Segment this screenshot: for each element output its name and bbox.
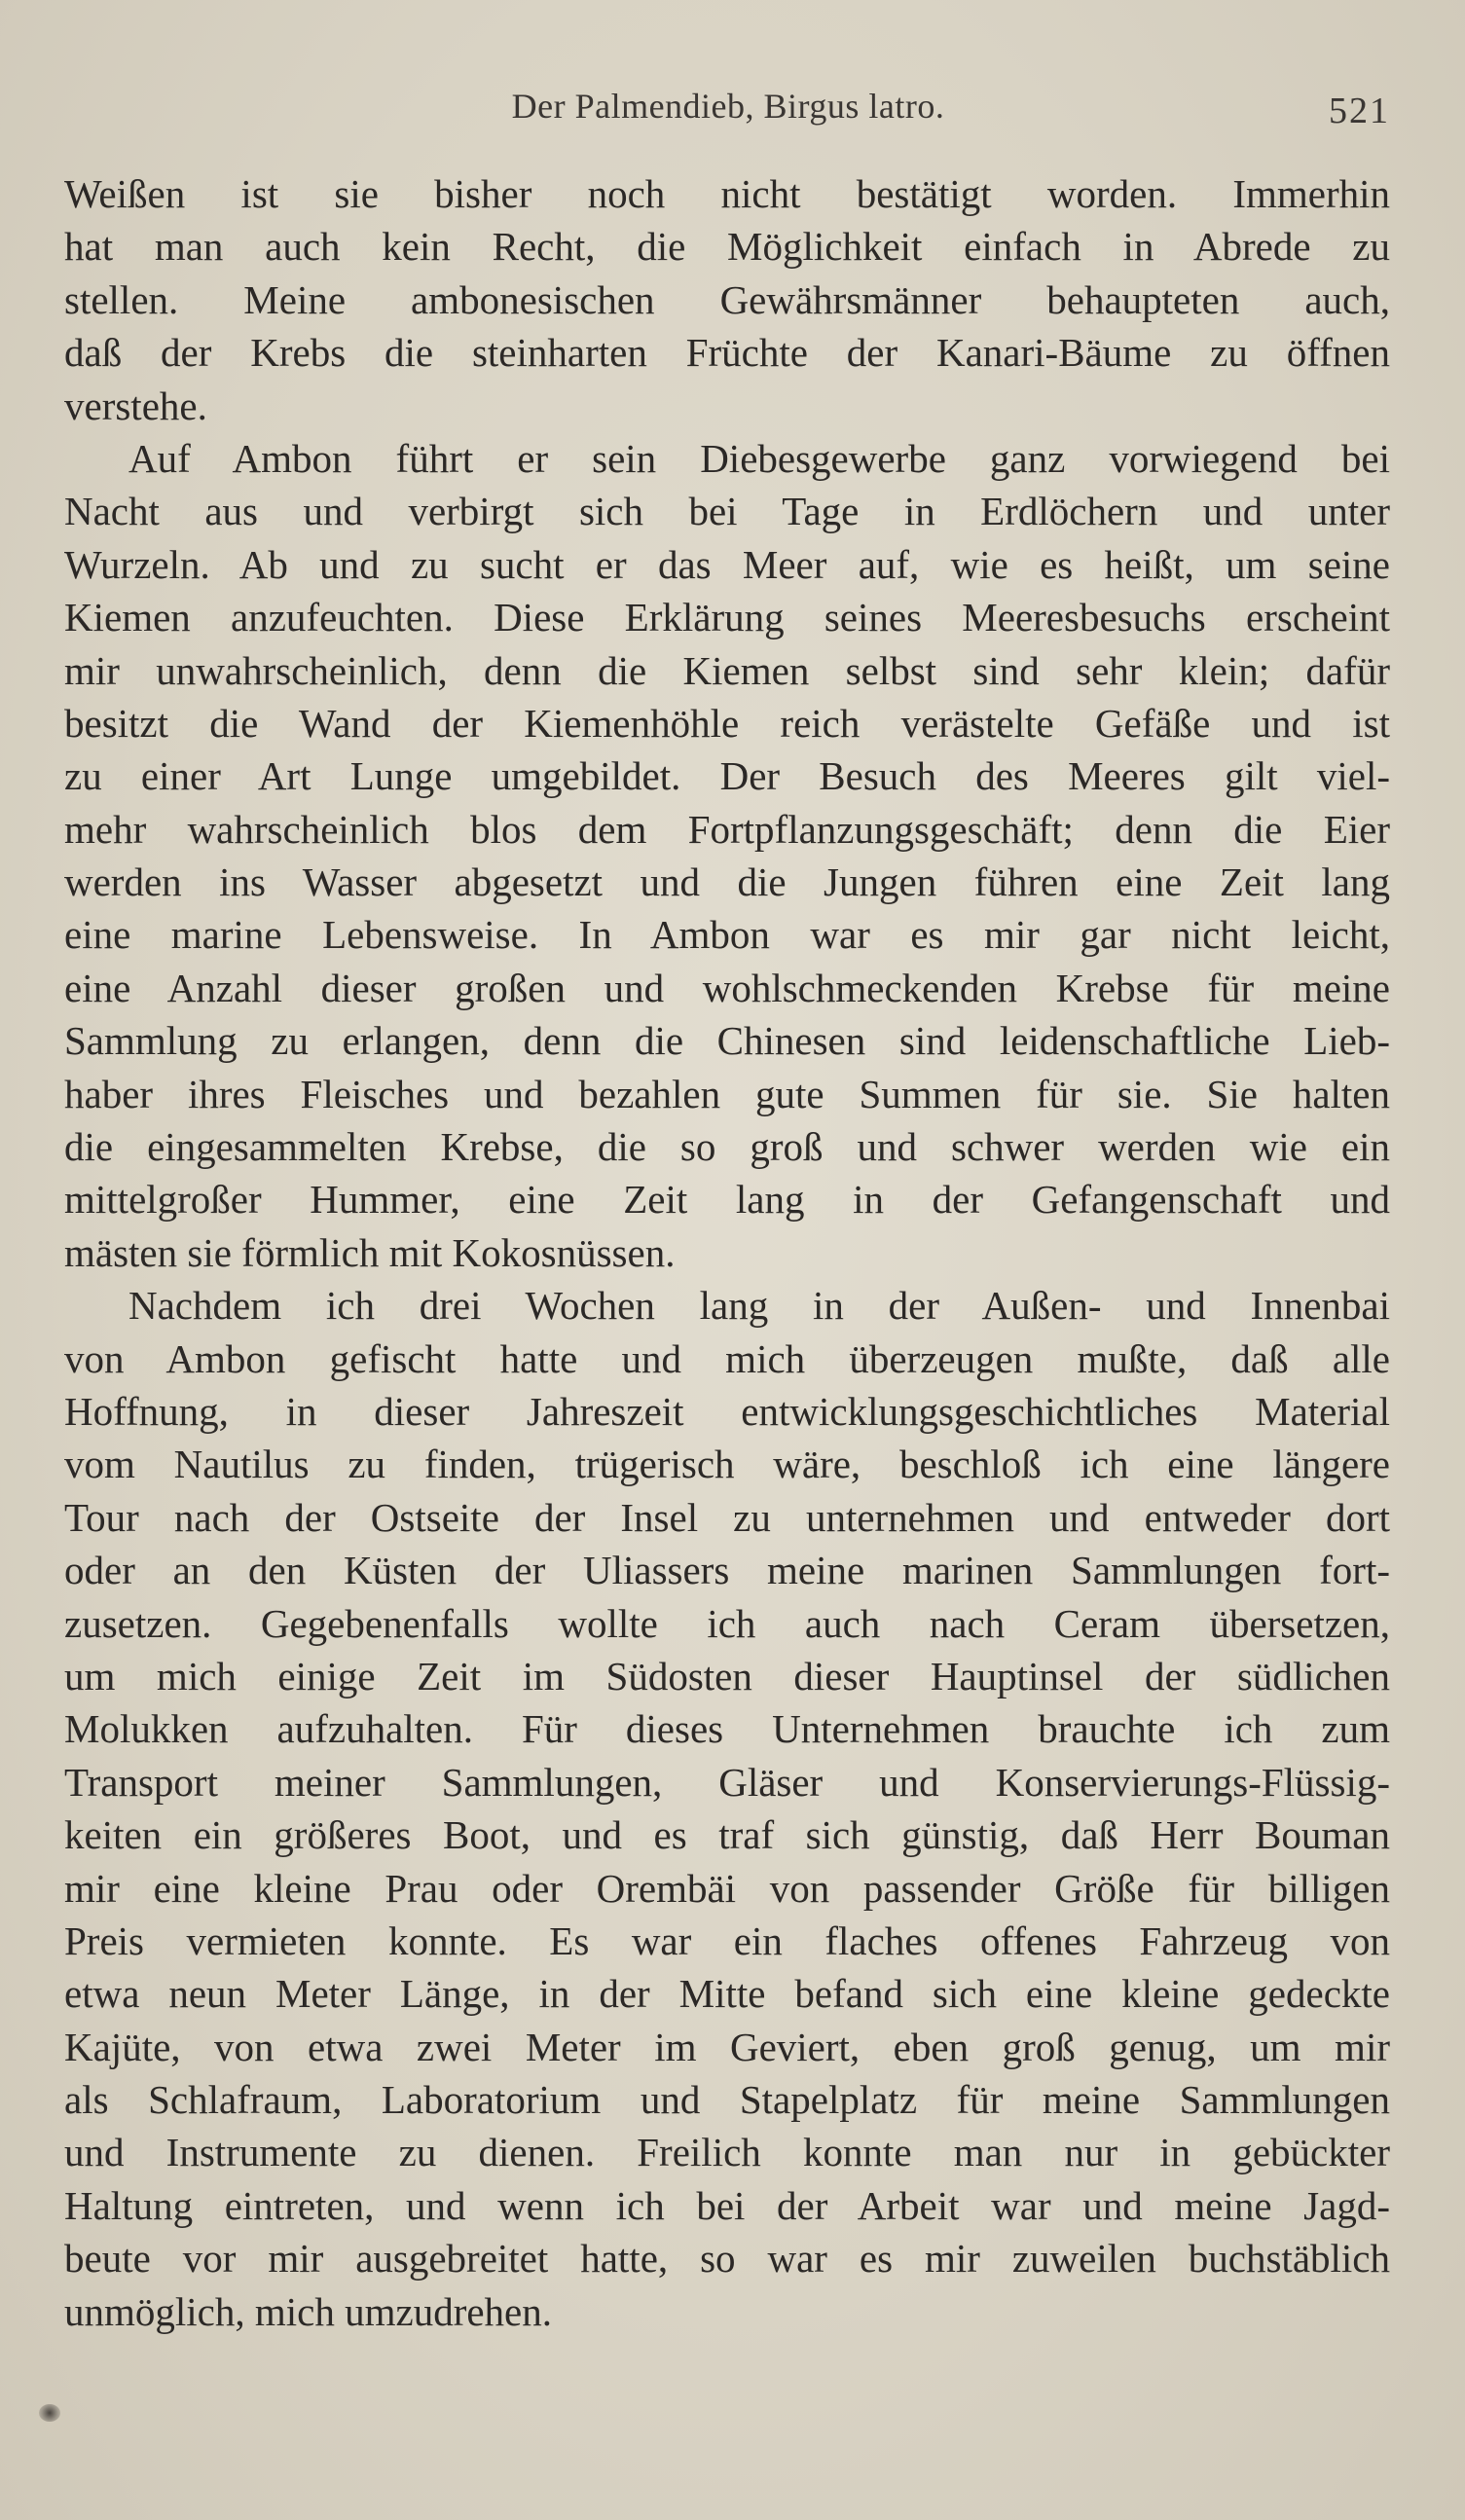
text-line: oder an den Küsten der Uliassers meine marinen Sammlungen fort- [64,1548,1390,1593]
text-line: haber ihres Fleisches und bezahlen gute Summen für sie. Sie halten [64,1071,1390,1116]
text-line: die eingesammelten Krebse, die so groß und schwer werden wie ein [64,1124,1390,1170]
text-line: Preis vermieten konnte. Es war ein flaches offenes Fahrzeug von [64,1917,1390,1963]
text-line: von Ambon gefischt hatte und mich überzeugen mußte, daß alle [64,1335,1390,1381]
text-line: Transport meiner Sammlungen, Gläser und Konservierungs-Flüssig- [64,1759,1390,1805]
text-line: werden ins Wasser abgesetzt und die Jungen führen eine Zeit lang [64,859,1390,905]
text-line: als Schlafraum, Laboratorium und Stapelplatz für meine Sammlungen [64,2077,1390,2123]
text-line: Nacht aus und verbirgt sich bei Tage in Erdlöchern und unter [64,489,1390,534]
text-line: mästen sie förmlich mit Kokosnüssen. [64,1229,676,1275]
ink-smudge [39,2404,60,2422]
text-line: eine Anzahl dieser großen und wohlschmeckenden Krebse für meine [64,965,1390,1010]
text-line: besitzt die Wand der Kiemenhöhle reich verästelte Gefäße und ist [64,700,1390,746]
text-line: zu einer Art Lunge umgebildet. Der Besuch des Meeres gilt viel- [64,753,1390,799]
running-head [66,86,1390,140]
paragraph-2 [64,432,1390,1279]
paragraph-3 [64,1279,1390,2338]
text-line: Molukken aufzuhalten. Für dieses Unternehmen brauchte ich zum [64,1706,1390,1752]
text-line: beute vor mir ausgebreitet hatte, so war es mir zuweilen buchstäblich [64,2236,1390,2282]
text-line: um mich einige Zeit im Südosten dieser Hauptinsel der südlichen [64,1653,1390,1698]
text-line: mehr wahrscheinlich blos dem Fortpflanzungsgeschäft; denn die Eier [64,806,1390,852]
text-line: verstehe. [64,383,207,428]
text-line: hat man auch kein Recht, die Möglichkeit einfach in Abrede zu [64,224,1390,270]
text-line: eine marine Lebensweise. In Ambon war es mir gar nicht leicht, [64,912,1390,958]
text-line: Tour nach der Ostseite der Insel zu unternehmen und entweder dort [64,1494,1390,1540]
running-title: Der Palmendieb, Birgus latro. [511,87,945,126]
text-line: etwa neun Meter Länge, in der Mitte befand sich eine kleine gedeckte [64,1971,1390,2017]
text-line: unmöglich, mich umzudrehen. [64,2288,552,2334]
text-line: stellen. Meine ambonesischen Gewährsmänner behaupteten auch, [64,276,1390,322]
text-line: mir eine kleine Prau oder Orembäi von passender Größe für billigen [64,1865,1390,1911]
paragraph-1 [64,167,1390,432]
text-line: mittelgroßer Hummer, eine Zeit lang in der Gefangenschaft und [64,1177,1390,1223]
text-line: vom Nautilus zu finden, trügerisch wäre, beschloß ich eine längere [64,1442,1390,1487]
text-line: Nachdem ich drei Wochen lang in der Außen- und Innenbai [128,1283,1390,1329]
text-line: Hoffnung, in dieser Jahreszeit entwicklungsgeschichtliches Material [64,1388,1390,1434]
text-line: Auf Ambon führt er sein Diebesgewerbe ganz vorwiegend bei [128,435,1390,481]
text-line: Haltung eintreten, und wenn ich bei der Arbeit war und meine Jagd- [64,2182,1390,2228]
text-line: Sammlung zu erlangen, denn die Chinesen sind leidenschaftliche Lieb- [64,1018,1390,1064]
text-line: Kiemen anzufeuchten. Diese Erklärung seines Meeresbesuchs erscheint [64,595,1390,640]
text-line: keiten ein größeres Boot, und es traf sich günstig, daß Herr Bouman [64,1812,1390,1858]
text-line: mir unwahrscheinlich, denn die Kiemen selbst sind sehr klein; dafür [64,647,1390,693]
text-line: daß der Krebs die steinharten Früchte der Kanari-Bäume zu öffnen [64,330,1390,376]
body-text [64,167,1390,2338]
text-line: zusetzen. Gegebenenfalls wollte ich auch nach Ceram übersetzen, [64,1600,1390,1646]
page-number: 521 [1329,91,1390,131]
text-line: Kajüte, von etwa zwei Meter im Geviert, eben groß genug, um mir [64,2024,1390,2069]
text-line: Wurzeln. Ab und zu sucht er das Meer auf, wie es heißt, um seine [64,541,1390,587]
text-line: Weißen ist sie bisher noch nicht bestätigt worden. Immerhin [64,171,1390,216]
text-line: und Instrumente zu dienen. Freilich konnte man nur in gebückter [64,2130,1390,2175]
